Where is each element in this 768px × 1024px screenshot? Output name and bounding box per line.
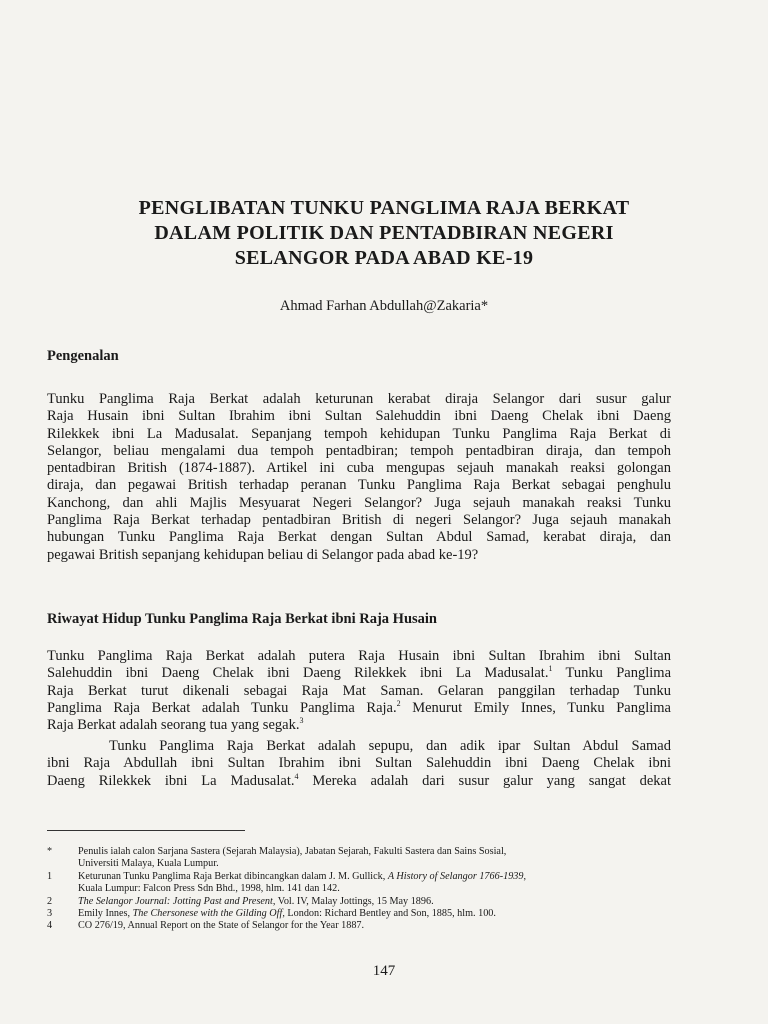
text-line <box>47 717 671 734</box>
footnote-line: Penulis ialah calon Sarjana Sastera (Sejarah Malaysia), Jabatan Sejarah, Fakulti Sastera dan Sains Sosial, <box>78 846 507 857</box>
footnote-mark: 4 <box>47 920 53 932</box>
title-line: PENGLIBATAN TUNKU PANGLIMA RAJA BERKAT <box>138 197 630 219</box>
text-line: Panglima Raja Berkat terhadap pentadbiran British di negeri Selangor? Juga sejauh manakah <box>47 512 671 529</box>
text-span: Raja Berkat adalah seorang tua yang segak. <box>47 717 300 734</box>
text-line: Raja Husain ibni Sultan Ibrahim ibni Sultan Salehuddin ibni Daeng Chelak ibni Daeng <box>47 408 671 425</box>
footnotes <box>47 846 669 933</box>
title-line: DALAM POLITIK DAN PENTADBIRAN NEGERI <box>154 222 614 244</box>
footnote-ref: 2 <box>396 699 401 709</box>
footnote-mark: * <box>47 846 53 857</box>
section-heading-riwayat-hidup: Riwayat Hidup Tunku Panglima Raja Berkat ibni Raja Husain <box>47 611 437 627</box>
journal-title: The Selangor Journal: Jotting Past and Present <box>78 895 273 907</box>
footnote-line <box>78 896 669 908</box>
footnote-body <box>78 920 669 932</box>
footnote-line <box>78 871 669 883</box>
paragraph-riwayat-1 <box>47 648 671 734</box>
footnote-line: CO 276/19, Annual Report on the State of Selangor for the Year 1887. <box>78 920 365 932</box>
article-title <box>40 196 728 271</box>
footnote-mark: 1 <box>47 870 53 882</box>
text-span: Panglima Raja Berkat adalah Tunku Panglima Raja. <box>47 699 397 716</box>
paragraph-pengenalan <box>47 391 671 564</box>
text-line: ibni Raja Abdullah ibni Sultan Ibrahim ibni Sultan Salehuddin ibni Daeng Chelak ibni <box>47 755 671 772</box>
footnote <box>47 846 669 871</box>
footnote <box>47 908 669 920</box>
footnote-line: Universiti Malaya, Kuala Lumpur. <box>78 858 219 870</box>
text-span: Daeng Rilekkek ibni La Madusalat. <box>47 772 295 789</box>
author-line: Ahmad Farhan Abdullah@Zakaria* <box>279 298 489 314</box>
text-line: Tunku Panglima Raja Berkat adalah putera Raja Husain ibni Sultan Ibrahim ibni Sultan <box>47 648 671 664</box>
text-line: pegawai British sepanjang kehidupan beliau di Selangor pada abad ke-19? <box>47 546 479 563</box>
paragraph-riwayat-2 <box>47 738 671 790</box>
text-span: Keturunan Tunku Panglima Raja Berkat dibincangkan dalam J. M. Gullick, <box>78 870 388 882</box>
footnote-mark: 2 <box>47 895 53 907</box>
text-line <box>47 665 671 682</box>
footnote-ref: 3 <box>299 716 304 726</box>
book-title: A History of Selangor 1766-1939 <box>387 870 524 882</box>
footnote-line <box>78 908 669 920</box>
footnote-line: Kuala Lumpur: Falcon Press Sdn Bhd., 1998, hlm. 141 dan 142. <box>78 883 340 895</box>
page-number: 147 <box>372 963 396 979</box>
footnote <box>47 871 669 896</box>
footnote <box>47 920 669 932</box>
text-span: Menurut Emily Innes, Tunku Panglima <box>400 699 671 716</box>
text-line: pentadbiran British (1874-1887). Artikel ini cuba mengupas sejauh manakah reaksi golongan <box>47 460 671 477</box>
text-line: hubungan Tunku Panglima Raja Berkat dengan Sultan Abdul Samad, kerabat diraja, dan <box>47 529 671 546</box>
text-span: , <box>523 870 527 882</box>
footnote-ref: 4 <box>294 771 299 781</box>
text-line: Selangor, beliau mengalami dua tempoh pentadbiran; tempoh pentadbiran diraja, dan tempoh <box>47 442 671 459</box>
footnote-body <box>78 896 669 908</box>
text-line: Tunku Panglima Raja Berkat adalah keturunan kerabat diraja Selangor dari susur galur <box>47 391 671 407</box>
book-title: The Chersonese with the Gilding Off <box>132 908 283 920</box>
footnote-body <box>78 871 669 896</box>
text-line <box>47 700 671 717</box>
title-line: SELANGOR PADA ABAD KE-19 <box>234 247 534 269</box>
section-heading-pengenalan: Pengenalan <box>47 348 119 364</box>
text-span: Mereka adalah dari susur galur yang sangat dekat <box>298 772 671 789</box>
footnote-mark: 3 <box>47 908 53 920</box>
text-span: Salehuddin ibni Daeng Chelak ibni Daeng Rilekkek ibni La Madusalat. <box>47 665 549 682</box>
text-line: Tunku Panglima Raja Berkat adalah sepupu, dan adik ipar Sultan Abdul Samad <box>109 738 671 754</box>
text-line: Kanchong, dan ahli Majlis Mesyuarat Negeri Selangor? Juga sejauh manakah reaksi Tunku <box>47 494 671 511</box>
text-line: diraja, dan pegawai British terhadap peranan Tunku Panglima Raja Berkat sebagai penghulu <box>47 477 671 494</box>
footnote-body <box>78 908 669 920</box>
text-span: , London: Richard Bentley and Son, 1885, hlm. 100. <box>282 908 496 920</box>
text-line <box>47 773 671 790</box>
footnote-ref: 1 <box>548 664 553 674</box>
text-span: Emily Innes, <box>78 908 133 920</box>
footnote <box>47 896 669 908</box>
text-span: , Vol. IV, Malay Jottings, 15 May 1896. <box>272 895 434 907</box>
footnote-body <box>78 846 669 871</box>
text-span: Tunku Panglima <box>552 665 672 682</box>
footnote-divider <box>47 830 245 831</box>
text-line: Raja Berkat turut dikenali sebagai Raja Mat Saman. Gelaran panggilan terhadap Tunku <box>47 682 671 699</box>
text-line: Rilekkek ibni La Madusalat. Sepanjang tempoh kehidupan Tunku Panglima Raja Berkat di <box>47 425 671 442</box>
